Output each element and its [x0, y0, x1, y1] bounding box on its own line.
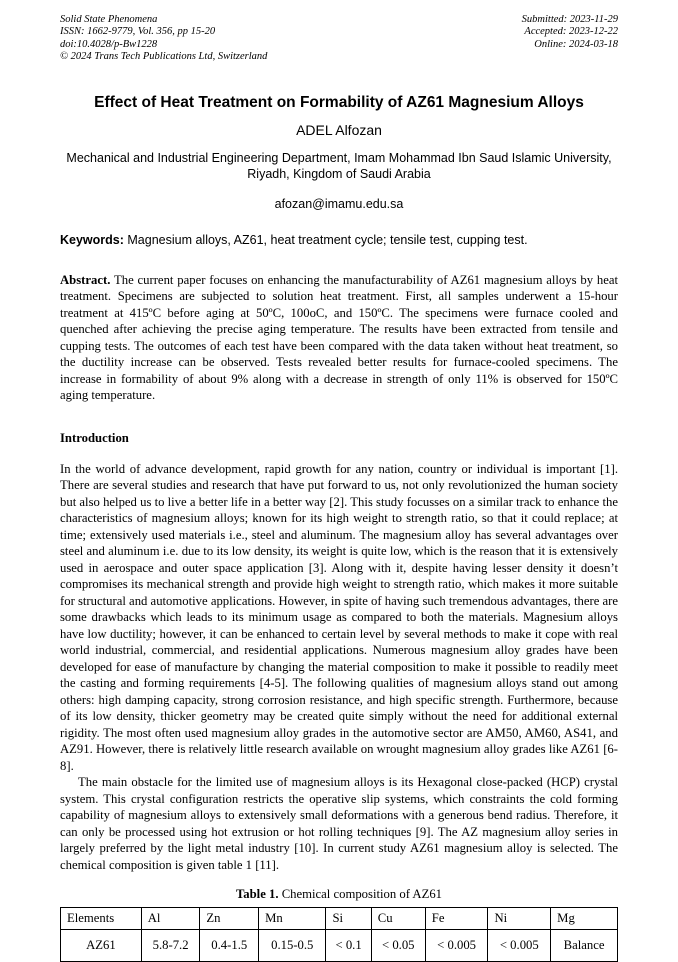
introduction-paragraph-2: The main obstacle for the limited use of magnesium alloys is its Hexagonal close-packed (HCP) crystal system. This crystal configuration restricts the operative slip systems, which constraints the cold forming capability of magnesium alloys to extensively small deformations with a generous bend radius. Therefore, it can only be processed using hot extrusion or hot rolling techniques [9]. The AZ magnesium alloy series in largely preferred by the light metal industry [10]. In current study AZ61 magnesium alloy is selected. The chemical composition is given table 1 [11].: [60, 775, 618, 872]
table-header-cell: Mg: [551, 908, 618, 930]
table-row: [61, 930, 618, 962]
accepted-date: Accepted: 2023-12-22: [524, 26, 618, 38]
table-header-cell: Elements: [61, 908, 142, 930]
online-date: Online: 2024-03-18: [534, 38, 618, 50]
journal-name: Solid State Phenomena: [60, 14, 158, 25]
introduction-heading: Introduction: [60, 430, 129, 445]
page-header: [60, 14, 618, 64]
table-header-cell: Ni: [488, 908, 551, 930]
keywords-text: Magnesium alloys, AZ61, heat treatment cycle; tensile test, cupping test.: [123, 232, 528, 247]
table-header-cell: Mn: [259, 908, 326, 930]
paper-title: Effect of Heat Treatment on Formability of AZ61 Magnesium Alloys: [94, 93, 584, 111]
table1-chemical-composition: [60, 907, 618, 962]
author-email: afozan@imamu.edu.sa: [274, 196, 404, 211]
keywords-label: Keywords:: [60, 232, 124, 247]
table-cell: 5.8-7.2: [141, 930, 200, 962]
abstract-text: The current paper focuses on enhancing the manufacturability of AZ61 magnesium alloys by heat treatment. Specimens are subjected to solution heat treatment. First, all samples underwent a 15-hour treatment at 415ºC before aging at 50ºC, 100oC, and 150ºC. The specimens were furnace cooled and quenched after achieving the precise aging temperature. The results have been extracted from tensile and cupping tests. The outcomes of each test have been compared with the data taken without heat treatment, so the ductility increase can be observed. Tests revealed better results for furnace-cooled specimens. The increase in formability of about 9% along with a decrease in strength of only 11% is observed for 150ºC aging temperature.: [60, 272, 618, 402]
table-header-cell: Si: [326, 908, 371, 930]
keywords-line: [60, 233, 618, 247]
table1-caption-text: Chemical composition of AZ61: [278, 887, 443, 901]
table-cell: 0.4-1.5: [200, 930, 259, 962]
submitted-date: Submitted: 2023-11-29: [521, 14, 618, 25]
journal-copyright: © 2024 Trans Tech Publications Ltd, Switzerland: [60, 51, 268, 63]
table-cell: 0.15-0.5: [259, 930, 326, 962]
journal-info: [60, 14, 267, 64]
abstract-paragraph: [60, 272, 618, 404]
abstract-label: Abstract.: [60, 272, 111, 287]
table-header-row: [61, 908, 618, 930]
author-affiliation: Mechanical and Industrial Engineering Department, Imam Mohammad Ibn Saud Islamic University, Riyadh, Kingdom of Saudi Arabia: [66, 150, 612, 181]
journal-issn-volume: ISSN: 1662-9779, Vol. 356, pp 15-20: [60, 26, 216, 38]
table1-caption-label: Table 1.: [235, 887, 279, 901]
table1-caption: [60, 887, 618, 902]
table-header-cell: Zn: [200, 908, 259, 930]
table-cell: < 0.1: [326, 930, 371, 962]
table-header-cell: Al: [141, 908, 200, 930]
table-cell: Balance: [551, 930, 618, 962]
author-name: ADEL Alfozan: [296, 121, 382, 138]
table-cell: < 0.005: [425, 930, 488, 962]
table-cell: < 0.05: [371, 930, 425, 962]
journal-doi: doi:10.4028/p-Bw1228: [60, 38, 158, 50]
table-cell: AZ61: [61, 930, 142, 962]
submission-dates: [522, 14, 618, 64]
table-header-cell: Cu: [371, 908, 425, 930]
introduction-paragraph-1: In the world of advance development, rapid growth for any nation, country or individual is important [1]. There are several studies and research that have put forward to us, not only revolutionized the human society but also helped us to live a better life in a better way [2]. This study focusses on a similar track to enhance the characteristics of magnesium alloys; known for its high weight to strength ratio, so that it could replace; at time; extensively used materials i.e., steel and aluminum. The magnesium alloy has several advantages over steel and aluminum i.e. due to its low density, its weight is quite low, which is the reason that it is extensively used in aerospace and outer space application [3]. Along with it, despite having lesser density it doesn’t compromises its mechanical strength and provide high weight to strength ratio, which makes it more suitable for structural and automotive applications. However, in spite of having such tremendous advantages, there are some drawbacks which leads to its minimum usage as compared to both the materials. Magnesium alloys have low ductility; however, it can be enhanced to certain level by several methods to make it cope with real world industrial, commercial, and residential applications. Numerous magnesium alloy grades have been developed for ease of manufacture by changing the material composition to make it possible to readily meet the casting and forming requirements [4-5]. The following qualities of magnesium alloys stand out among others: high damping capacity, strong corrosion resistance, and high specific strength. Furthermore, because of its low density, thicker geometry may be created quite simply without the need for additional external rigidity. The most often used magnesium alloy grades in the automotive sector are AM50, AM60, AS41, and AZ91. However, there is relatively little research available on wrought magnesium alloy grades like AZ61 [6-8].: [60, 461, 618, 773]
table-header-cell: Fe: [425, 908, 488, 930]
table-cell: < 0.005: [488, 930, 551, 962]
